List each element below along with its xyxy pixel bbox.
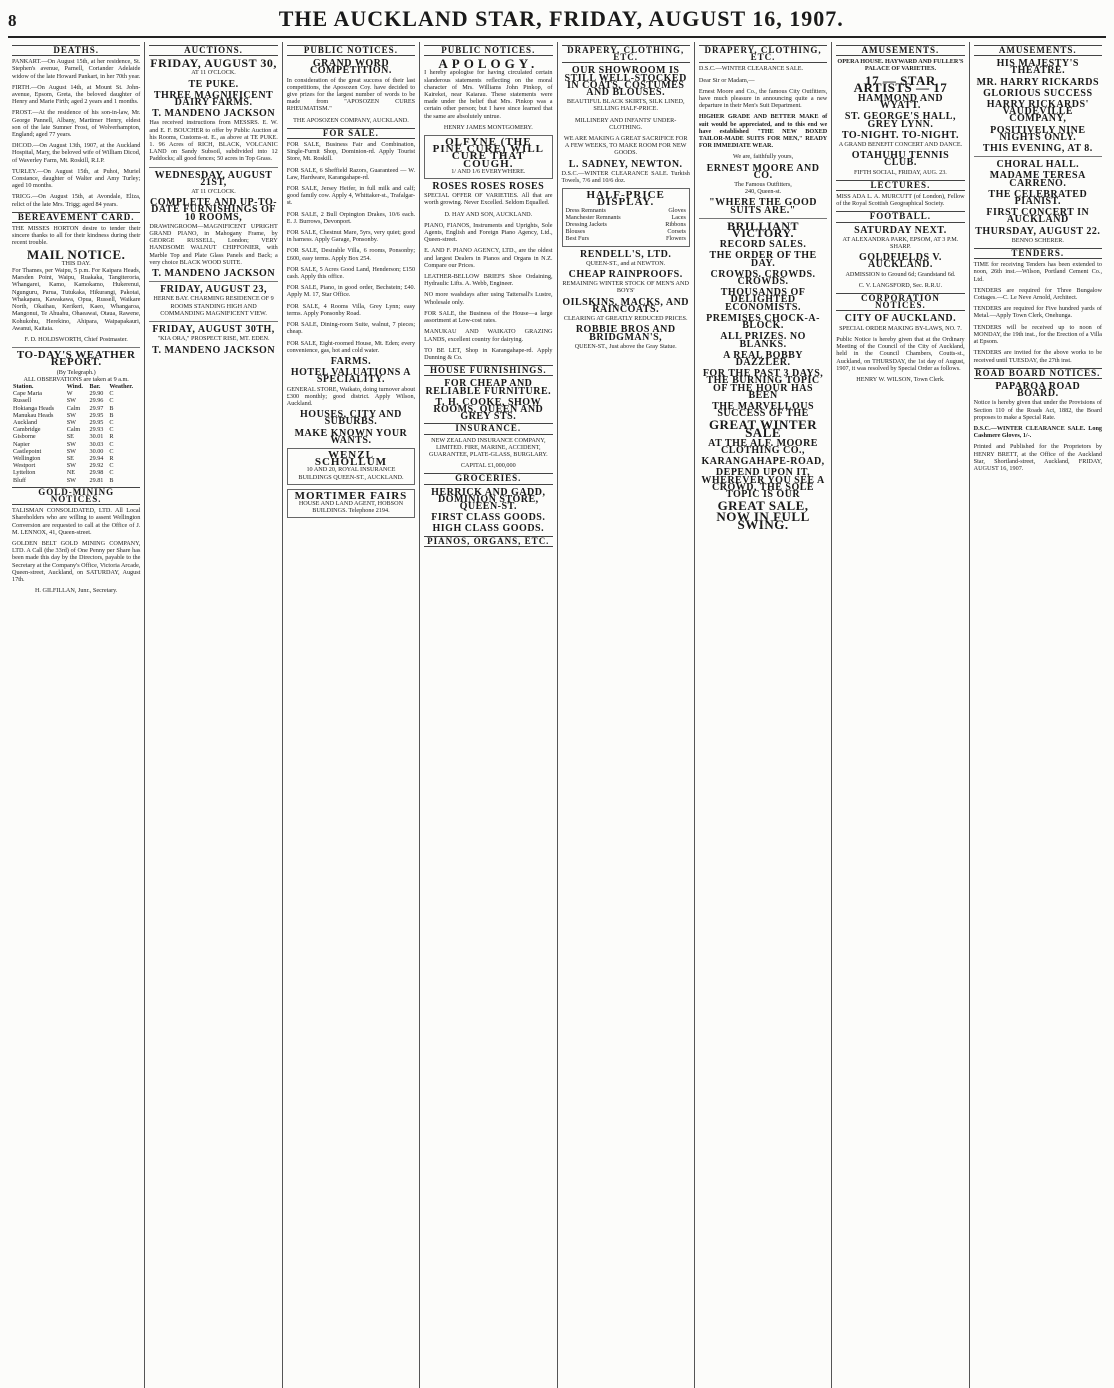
weather-row xyxy=(12,448,140,455)
half-price-item: Laces xyxy=(671,213,686,221)
weather-row xyxy=(12,455,140,462)
full-swing: NOW IN FULL SWING. xyxy=(716,509,810,532)
sacrifice-text: WE ARE MAKING A GREAT SACRIFICE FOR A FEW WEEKS, TO MAKE ROOM FOR NEW GOODS. xyxy=(563,135,688,157)
divider xyxy=(149,281,277,282)
wenzl-ad xyxy=(287,448,415,485)
weather-row xyxy=(12,462,140,469)
for-sale-item: FOR SALE, 4 Rooms Villa, Grey Lynn; easy terms. Apply Ponsonby Road. xyxy=(286,302,416,317)
wenzl-address: 10 AND 20, ROYAL INSURANCE BUILDINGS QUEEN-ST., AUCKLAND. xyxy=(298,466,404,481)
death-notice: TRICG.—On August 15th, at Avondale, Eliza, relict of the late Mrs. Trigg; aged 84 years. xyxy=(12,193,141,208)
weather-cell: C xyxy=(109,426,114,434)
benno-scherer: BENNO SCHERER. xyxy=(1011,236,1064,244)
weather-heading: TO-DAY'S WEATHER REPORT. xyxy=(16,349,136,369)
pianos-heading: PIANOS, ORGANS, ETC. xyxy=(424,536,552,547)
auction-title: THREE MAGNIFICENT DAIRY FARMS. xyxy=(153,89,274,109)
football-admission: ADMISSION to Ground 6d; Grandstand 6d. xyxy=(845,270,956,278)
weather-row xyxy=(12,397,140,404)
weather-cell: Manukau Heads xyxy=(13,411,54,419)
auctions-heading: AUCTIONS. xyxy=(149,45,277,56)
lectures-heading: LECTURES. xyxy=(836,180,964,191)
weather-cell: SW xyxy=(66,447,77,455)
karangahape: KARANGAHAPE-ROAD, xyxy=(701,456,825,468)
thousands: THOUSANDS OF DELIGHTED ECONOMISTS. xyxy=(720,287,806,313)
half-price-item: Manchester Remnants xyxy=(565,213,621,221)
murcutt-lecture: MISS ADA L. A. MURCUTT (of London), Fellow of the Royal Scottish Geographical Society. xyxy=(836,193,965,208)
football-heading: FOOTBALL. xyxy=(836,211,964,222)
herrick-ad: HERRICK AND GADD, DOMINION STORE, QUEEN-ST. xyxy=(431,486,546,512)
city-of-auckland: CITY OF AUCKLAND. xyxy=(844,313,957,325)
competition-signature: THE APOSOZEN COMPANY, AUCKLAND. xyxy=(293,116,409,124)
first-concert: FIRST CONCERT IN AUCKLAND xyxy=(986,207,1090,226)
weather-cell: SE xyxy=(66,433,74,441)
weather-cell: 29.96 xyxy=(89,397,104,405)
town-clerk: HENRY W. WILSON, Town Clerk. xyxy=(856,375,945,383)
for-sale-item: FOR SALE, Eight-roomed House, Mt. Eden; every convenience, gas, hot and cold water. xyxy=(286,339,416,354)
victory: BRILLIANT VICTORY. xyxy=(727,218,799,241)
rendells-address: QUEEN-ST., and at NEWTON. xyxy=(586,259,666,267)
depend-text: DEPEND UPON IT, WHEREVER YOU SEE A CROWD, THE SOLE TOPIC IS OUR xyxy=(701,467,825,500)
notice-item: PIANO, FIANOS, Instruments and Uprights, Sole Agents, English and Foreign Piano Agency, Ltd., Queen-street. xyxy=(424,221,553,244)
divider xyxy=(974,156,1102,157)
tonight: TO-NIGHT. TO-NIGHT. xyxy=(841,129,960,141)
moore-address: 240, Queen-st. xyxy=(744,188,782,196)
showroom-ad: OUR SHOWROOM IS STILL WELL-STOCKED IN COATS, COSTUMES AND BLOUSES. xyxy=(564,65,687,99)
weather-cell: 29.93 xyxy=(89,426,104,434)
auction-place: TE PUKE. xyxy=(188,78,239,90)
masthead xyxy=(8,6,1106,38)
prizes: ALL PRIZES. NO BLANKS. xyxy=(720,331,806,350)
weather-note: ALL OBSERVATIONS are taken at 9 a.m. xyxy=(23,375,129,383)
moore-sub: The Famous Outfitters, xyxy=(734,181,792,189)
for-sale-item: FOR SALE, Desirable Villa, 6 rooms, Ponsonby; £600, easy terms. Apply Box 254. xyxy=(286,247,416,262)
choral-hall: CHORAL HALL. xyxy=(996,159,1080,171)
otahuhu-tennis: OTAHUHU TENNIS CLUB. xyxy=(851,150,950,169)
weather-cell: Calm xyxy=(66,404,81,412)
weather-cell: 29.94 xyxy=(89,454,104,462)
half-price-item: Gloves xyxy=(668,206,686,214)
faithful: We are, faithfully yours, xyxy=(732,153,794,161)
rainproofs-title: CHEAP RAINPROOFS. xyxy=(568,269,683,281)
for-sale-item: FOR SALE, Piano, in good order, Bechstein; £40. Apply M. 17, Star Office. xyxy=(286,284,416,299)
mail-subheading: THIS DAY. xyxy=(61,259,91,267)
deaths-heading: DEATHS. xyxy=(12,45,140,56)
weather-cell: Calm xyxy=(66,426,81,434)
auctioneer: T. MANDENO JACKSON xyxy=(152,108,276,120)
competition-text: In consideration of the great success of their last competitions, the Aposozen Coy. have decided to give prizes for the largest number of words to be made from "APOSOZEN CURES RHEUMATISM." xyxy=(286,76,416,113)
drapery-heading: DRAPERY, CLOTHING, ETC. xyxy=(562,45,690,63)
weather-row xyxy=(12,405,140,412)
roses-title: ROSES ROSES ROSES xyxy=(432,181,545,193)
hotel-valuations: HOTEL VALUATIONS A SPECIALITY. xyxy=(290,367,412,386)
weather-cell: SW xyxy=(66,462,77,470)
robbs-address: QUEEN-ST., Just above the Gray Statue. xyxy=(574,342,677,350)
column-1 xyxy=(8,42,145,1388)
fifth-social: FIFTH SOCIAL, FRIDAY, AUG. 23. xyxy=(854,168,947,176)
alf-moore: AT THE ALF. MOORE CLOTHING CO., xyxy=(708,437,818,456)
millinery-text: MILLINERY AND INFANTS' UNDER-CLOTHING. xyxy=(575,116,677,131)
for-sale-item: FOR SALE, Jersey Heifer, in full milk and calf; good family cow. Apply 4, Whittaker-st., Trafalgar-st. xyxy=(286,185,416,207)
gold-signature: H. GILFILLAN, Junr., Secretary. xyxy=(34,587,118,595)
gold-notice: GOLDEN BELT GOLD MINING COMPANY, LTD. A Call (the 33rd) of One Penny per Share has been made this day by the Directors, payable to the Secretary at the Company's Office, Victoria Arcade, Queen-street, Auckland, on SATURDAY, August 17th. xyxy=(12,539,141,583)
death-notice: DICOD.—On August 13th, 1907, at the Auckland Hospital, Mary, the beloved wife of William Dicod, of Waverley Farm, Mt. Roskill, R.I.P. xyxy=(12,142,141,164)
moore-name: ERNEST MOORE AND CO. xyxy=(706,162,820,181)
house-furnishings-heading: HOUSE FURNISHINGS. xyxy=(424,365,552,376)
weather-row xyxy=(12,412,140,419)
showroom-sub: BEAUTIFUL BLACK SKIRTS, SILK LINED, SELLING HALF-PRICE. xyxy=(566,98,685,113)
letter-body: Ernest Moore and Co., the famous City Outfitters, have much pleasure in announcing quite a new departure in their Men's Suit Department. xyxy=(698,87,828,110)
crowds: CROWDS. CROWDS. CROWDS. xyxy=(710,268,816,288)
public-notices-heading: PUBLIC NOTICES. xyxy=(287,45,415,56)
vaudeville-company: HARRY RICKARDS' VAUDEVILLE COMPANY, xyxy=(986,99,1089,125)
insurance-heading: INSURANCE. xyxy=(424,423,552,434)
auction-time: AT 11 O'CLOCK. xyxy=(191,69,236,77)
weather-cell: Lyttelton xyxy=(13,469,36,477)
column-7 xyxy=(832,42,969,1388)
mail-signature: F. D. HOLDSWORTH, Chief Postmaster. xyxy=(24,335,128,343)
weather-cell: SW xyxy=(66,418,77,426)
weather-cell: B xyxy=(109,476,114,484)
weather-cell: 30.03 xyxy=(89,440,104,448)
half-price-item: Ribbons xyxy=(665,221,686,229)
weather-cell: Westport xyxy=(13,462,36,470)
tender-item: TENDERS are required for Five hundred yards of Metal.—Apply Town Clerk, Onehunga. xyxy=(973,305,1102,320)
his-majestys: HIS MAJESTY'S THEATRE. xyxy=(996,58,1079,77)
public-notices-heading: PUBLIC NOTICES. xyxy=(424,45,552,56)
auction-time: AT 11 O'CLOCK. xyxy=(191,188,236,196)
weather-cell: SW xyxy=(66,476,77,484)
half-price-row xyxy=(566,221,686,228)
half-price-item: Blouses xyxy=(565,228,586,236)
for-sale-item: FOR SALE, Business Fair and Combination, Single-Furnit Shop, Dominion-rd. Apply Tourist Store, Mt. Roskill. xyxy=(286,141,416,163)
weather-header-row xyxy=(12,383,140,390)
newspaper-title: THE AUCKLAND STAR, FRIDAY, AUGUST 16, 1907. xyxy=(278,6,844,31)
weather-cell: C xyxy=(109,390,114,398)
thursday-date: THURSDAY, AUGUST 22. xyxy=(975,225,1101,237)
apology-signature: HENRY JAMES MONTGOMERY. xyxy=(443,123,533,131)
column-8 xyxy=(970,42,1106,1388)
weather-col-header: Weather. xyxy=(109,382,133,390)
harry-rickards: MR. HARRY RICKARDS xyxy=(976,76,1100,88)
for-sale-item: FOR SALE, 2 Bull Orpington Drakes, 10/6 each. E. J. Burrows, Devonport. xyxy=(286,210,416,225)
half-price-title: HALF-PRICE DISPLAY. xyxy=(586,189,665,209)
wants-heading: MAKE KNOWN YOUR WANTS. xyxy=(294,427,408,446)
tender-item: TIME for receiving Tenders has been extended to noon, 26th inst.—Wilson, Portland Cement Co., Ltd. xyxy=(973,261,1102,283)
auction-title: "KIA ORA," PROSPECT RISE, MT. EDEN. xyxy=(157,335,270,343)
printer-imprint: Printed and Published for the Proprietors by HENRY BRETT, at the Office of the Auckland Star, Shortland-street, Auckland, FRIDAY, AUGUST 16, 1907. xyxy=(973,443,1102,472)
hammond-wyatt: HAMMOND AND WYATT. xyxy=(857,93,944,112)
for-sale-heading: FOR SALE. xyxy=(287,128,415,139)
half-price-ad xyxy=(562,188,690,246)
death-notice: FROST.—At the residence of his son-in-law, Mr. George Pannell, Albany, Martimer Henry, eldest son of the late Sumner Frost, of Wolverhampton, England; aged 77 years. xyxy=(12,109,141,139)
gold-notice: TALISMAN CONSOLIDATED, LTD. All Local Shareholders who are willing to assent Wellington Conversion are requested to call at the Office of J. M. LENNOX, 41, Queen-street. xyxy=(12,507,141,536)
nine-nights: POSITIVELY NINE NIGHTS ONLY. xyxy=(990,124,1086,143)
weather-cell: Napier xyxy=(13,440,30,448)
olfyne-ad xyxy=(424,135,552,179)
bobby-dazzler: A REAL BOBBY DAZZLER. xyxy=(723,349,804,368)
notice-item: NO more washdays after using Tattersall's Lustre, Wholesale only. xyxy=(424,291,553,306)
road-notice: Notice is hereby given that under the Provisions of Section 110 of the Roads Act, 1882, the Board proposes to make a Special Rate. xyxy=(973,399,1102,421)
competition-title: GRAND WORD COMPETITION. xyxy=(310,58,392,77)
half-price-list xyxy=(566,207,686,243)
tender-item: TENDERS are invited for the above works to be received until TUESDAY, the 27th inst. xyxy=(973,349,1102,364)
weather-cell: 29.81 xyxy=(89,476,104,484)
pianiste: THE CELEBRATED PIANIST. xyxy=(988,188,1088,208)
weather-cell: Gisborne xyxy=(13,433,36,441)
weather-cell: Russell xyxy=(13,397,32,405)
mail-text: For Thames, per Waipu, 5 p.m. For Kaipara Heads, Marsden Point, Waipu, Ruakaka, Tangiteroria, Whangarei, Kamo, Kamokamo, Hukerenui, Ngunguru, Parua, Tutukaka, Hikurangi, Pakotai, Whakapara, Kawakawa, Opua, Russell, Waikare North, Okaihau, Kerikeri, Kaeo, Whangaroa, Mangonui, Te Ahuahu, Ohaeawai, Otaua, Rawene, Kohukohu, Herekino, Ahipara, Waipapakauri, Awanui, Kaitaia. xyxy=(12,267,141,332)
gold-mining-heading: GOLD-MINING NOTICES. xyxy=(12,487,140,505)
apology-text: I hereby apologise for having circulated certain slanderous statements reflecting on the moral character of Mrs. Williams John Pinkop, of Kairekei, near Kaiarau. These statements were made under the belief that Mrs. Pinkop was a certain other person; but I have since learned that the same are absolutely untrue. xyxy=(424,69,553,120)
auctioneer: T. MANDENO JACKSON xyxy=(152,268,276,280)
divider xyxy=(149,167,277,168)
auction-date: FRIDAY, AUGUST 30, xyxy=(150,56,277,71)
amusements-heading: AMUSEMENTS. xyxy=(836,45,964,56)
weather-cell: 30.01 xyxy=(89,433,104,441)
weather-cell: B xyxy=(109,404,114,412)
for-sale-list xyxy=(287,141,415,354)
weather-cell: 29.95 xyxy=(89,418,104,426)
weather-cell: SE xyxy=(66,454,74,462)
this-evening: THIS EVENING, AT 8. xyxy=(982,143,1093,155)
groceries-heading: GROCERIES. xyxy=(424,473,552,484)
auction-text: Has received instructions from MESSRS. E. W. and E. F. BOUCHER to offer by Public Auction at his Rooms, Customs-st. E., as above at TE PUKE. 1. 96 Acres of RICH, BLACK, VOLCANIC LAND on Sandy Subsoil, subdivided into 12 Paddocks; all good fences; 50 acres in Top Grass. xyxy=(149,119,278,163)
auction-date: FRIDAY, AUGUST 30TH, xyxy=(152,324,275,336)
bylaw-title: SPECIAL ORDER MAKING BY-LAWS, NO. 7. xyxy=(839,324,962,332)
paparoa-board: PAPAROA ROAD BOARD. xyxy=(995,380,1081,400)
weather-cell: SW xyxy=(66,440,77,448)
for-sale-item: FOR SALE, Dining-room Suite, walnut, 7 pieces; cheap. xyxy=(286,321,416,336)
auctioneer: T. MANDENO JACKSON xyxy=(152,344,276,356)
weather-cell: 29.90 xyxy=(89,390,104,398)
farms-heading: FARMS. xyxy=(330,355,372,367)
column-6 xyxy=(695,42,832,1388)
half-price-item: Best Furs xyxy=(565,235,590,243)
letter-salutation: Dear Sir or Madam,— xyxy=(698,76,755,84)
weather-row xyxy=(12,477,140,484)
weather-col-header: Bar. xyxy=(89,382,101,390)
half-price-row xyxy=(566,235,686,242)
weather-cell: C xyxy=(109,447,114,455)
half-price-item: Dressing Jackets xyxy=(565,221,607,229)
weather-cell: R xyxy=(109,454,114,462)
great-winter-sale: GREAT WINTER SALE xyxy=(708,417,818,440)
auction-date: FRIDAY, AUGUST 23, xyxy=(160,284,268,296)
misc-notices xyxy=(424,222,552,361)
cooke-ad: T. H. COOKE, SHOW ROOMS, QUEEN AND GREY STS. xyxy=(433,396,544,423)
weather-cell: 30.00 xyxy=(89,447,104,455)
auction-title: COMPLETE AND UP-TO-DATE FURNISHINGS OF 10 ROOMS, xyxy=(150,197,278,223)
football-place: AT ALEXANDRA PARK, EPSOM, AT 3 P.M. SHARP. xyxy=(842,235,959,251)
order-of-day: THE ORDER OF THE DAY. xyxy=(709,250,817,269)
mail-notice-heading: MAIL NOTICE. xyxy=(26,246,126,262)
great-sale: GREAT SALE, xyxy=(717,498,809,514)
football-signature: C. V. LANGSFORD, Sec. R.R.U. xyxy=(858,281,943,289)
half-price-item: Dress Remnants xyxy=(565,206,606,214)
tender-item: TENDERS will be received up to noon of MONDAY, the 19th inst., for the Erection of a Villa at Epsom. xyxy=(973,323,1102,346)
drapery-heading: DRAPERY, CLOTHING, ETC. xyxy=(699,45,827,63)
notice-item: MANUKAU AND WAIKATO GRAZING LANDS, excellent country for dairying. xyxy=(424,328,553,343)
weather-row xyxy=(12,433,140,440)
opera-house: OPERA HOUSE. HAYWARD AND FULLER'S PALACE OF VARIETIES. xyxy=(837,58,964,73)
football-saturday: SATURDAY NEXT. xyxy=(854,224,947,236)
for-sale-item: FOR SALE, 6 Sheffield Razors, Guaranteed — W. Law, Hardware, Karangahape-rd. xyxy=(286,166,416,181)
notice-item: LEATHER-BELLOW BRIEFS Shoe Ordaining, Hydraulic Lifts. A. Webb, Engineer. xyxy=(424,273,553,288)
column-3 xyxy=(283,42,420,1388)
roses-firm: D. HAY AND SON, AUCKLAND. xyxy=(444,210,533,218)
weather-cell: 29.98 xyxy=(89,469,104,477)
benefit-concert: A GRAND BENEFIT CONCERT AND DANCE. xyxy=(838,141,963,149)
weather-cell: 29.92 xyxy=(89,462,104,470)
divider xyxy=(12,347,140,348)
weather-cell: 29.95 xyxy=(89,411,104,419)
amusements-heading: AMUSEMENTS. xyxy=(974,45,1102,56)
weather-row xyxy=(12,419,140,426)
road-board-heading: ROAD BOARD NOTICES. xyxy=(975,367,1101,378)
capital-text: CAPITAL £1,000,000 xyxy=(460,462,516,470)
dsc-top: D.S.C.—WINTER CLEARANCE SALE. xyxy=(698,65,804,73)
bereavement-text: THE MISSES HORTON desire to tender their sincere thanks to all for their kindness during their recent trouble. xyxy=(12,225,141,247)
high-class-goods: HIGH CLASS GOODS. xyxy=(432,523,545,535)
column-4 xyxy=(420,42,557,1388)
furniture-ad: FOR CHEAP AND RELIABLE FURNITURE. xyxy=(425,378,552,397)
corporation-heading: CORPORATION NOTICES. xyxy=(836,293,964,311)
weather-cell: Wellington xyxy=(13,454,41,462)
weather-cell: Cambridge xyxy=(13,426,41,434)
column-5 xyxy=(558,42,695,1388)
record-sales: RECORD SALES. xyxy=(719,239,807,251)
notice-item: FOR SALE, the Business of the House—a large assortment at Low-cost rates. xyxy=(424,309,553,325)
insurance-text: NEW ZEALAND INSURANCE COMPANY, LIMITED. FIRE, MARINE, ACCIDENT, GUARANTEE, PLATE-GLASS, BURGLARY. xyxy=(428,436,548,458)
mortimer-sub: HOUSE AND LAND AGENT, HOBSON BUILDINGS. Telephone 2194. xyxy=(298,499,404,515)
bereavement-heading: BEREAVEMENT CARD. xyxy=(12,212,140,223)
glorious-success: GLORIOUS SUCCESS xyxy=(983,87,1093,99)
columns xyxy=(8,42,1106,1388)
notice-item: TO BE LET, Shop in Karangahape-rd. Apply Dunning & Co. xyxy=(424,346,553,361)
auction-text: DRAWINGROOM—MAGNIFICENT UPRIGHT GRAND PIANO, in Mahogany Frame, by GEORGE RUSSELL, London; VERY HANDSOME WALNUT CHIFFONIER, with Marble Top and Plate Glass Panels and Back; a very choice BLACK WOOD SUITE. xyxy=(149,222,278,266)
weather-table xyxy=(12,383,140,484)
column-2 xyxy=(145,42,282,1388)
wenzl-name: WENZL SCHOLLUM xyxy=(314,448,388,469)
weather-row xyxy=(12,469,140,476)
weather-cell: B xyxy=(109,411,114,419)
weather-cell: R xyxy=(109,433,114,441)
first-class-goods: FIRST CLASS GOODS. xyxy=(431,512,546,524)
weather-cell: W xyxy=(66,390,73,398)
death-notice: FIRTH.—On August 14th, at Mount St. John-avenue, Epsom, Greta, the beloved daughter of Henry and Marie Firth; aged 2 years and 1 months. xyxy=(12,83,141,106)
auction-date: WEDNESDAY, AUGUST 21ST, xyxy=(154,169,273,188)
weather-cell: Auckland xyxy=(13,418,38,426)
rendells-ad: RENDELL'S, LTD. xyxy=(580,248,672,260)
store-ad: GENERAL STORE, Waikato, doing turnover about £300 monthly; good district. Apply Wilson, Auckland. xyxy=(286,385,416,407)
divider xyxy=(149,321,277,322)
weather-cell: C xyxy=(109,397,114,405)
weather-col-header: Wind. xyxy=(66,382,83,390)
robbs-ad: ROBBIE BROS AND BRIDGMAN'S, xyxy=(575,324,676,343)
tenders-heading: TENDERS. xyxy=(974,248,1102,259)
half-price-row xyxy=(566,214,686,221)
death-notice: TURLEY.—On August 15th, at Puhoi, Muriel Constance, daughter of Walter and Amy Turley; aged 10 months. xyxy=(12,167,141,190)
weather-cell: C xyxy=(109,440,114,448)
for-sale-item: FOR SALE, 5 Acres Good Land, Henderson; £150 cash. Apply this office. xyxy=(286,265,416,281)
mortimer-ad xyxy=(287,489,415,519)
dsc-ad: D.S.C.—WINTER CLEARANCE SALE. Turkish Towels, 7/6 and 10/6 doz. xyxy=(561,169,690,185)
weather-cell: Bluff xyxy=(13,476,26,484)
weather-row xyxy=(12,441,140,448)
sadney-ad: L. SADNEY, NEWTON. xyxy=(568,158,683,170)
for-sale-item: FOR SALE, Chestnut Mare, 5yrs, very quiet; good in harness. Apply Garage, Ponsonby. xyxy=(286,229,416,244)
weather-cell: Cape Maria xyxy=(13,390,43,398)
mortimer-name: MORTIMER FAIRS xyxy=(294,489,408,502)
dsc-bottom: D.S.C.—WINTER CLEARANCE SALE. Long Cashmere Gloves, 1/-. xyxy=(973,424,1102,440)
carreno: MADAME TERESA CARRENO. xyxy=(989,170,1086,189)
half-price-item: Corsets xyxy=(667,228,686,236)
weather-cell: SW xyxy=(66,397,77,405)
remaining-stock: REMAINING WINTER STOCK OF MEN'S AND BOYS' xyxy=(562,280,689,295)
olfyne-price: 1/ AND 1/6 EVERYWHERE. xyxy=(451,167,526,175)
higher-grade: HIGHER GRADE AND BETTER MAKE of suit would be appreciated, and to this end we have established "THE NEW BOXED TAILOR-MADE SUITS FOR MEN," READY FOR IMMEDIATE WEAR. xyxy=(698,113,828,150)
page-number: 8 xyxy=(8,11,17,30)
half-price-item: Flowers xyxy=(665,235,686,243)
auction-title: HERNE BAY. CHARMING RESIDENCE OF 9 ROOMS STANDING HIGH AND COMMANDING MAGNIFICENT VIEW. xyxy=(153,295,274,317)
weather-row xyxy=(12,390,140,397)
weather-subheading: (By Telegraph.) xyxy=(56,368,96,376)
houses-heading: HOUSES, CITY AND SUBURBS. xyxy=(300,409,402,428)
football-teams: GOLDFIELDS V. AUCKLAND. xyxy=(859,252,942,271)
tender-list xyxy=(974,261,1102,363)
oilskins-title: OILSKINS, MACKS, AND RAINCOATS. xyxy=(562,296,690,315)
weather-row xyxy=(12,426,140,433)
weather-cell: Hokianga Heads xyxy=(13,404,55,412)
olfyne-title: OLFYNE (THE PINE CURE) WILL CURE THAT COUGH. xyxy=(432,136,544,170)
weather-cell: C xyxy=(109,469,114,477)
weather-col-header: Station. xyxy=(13,382,34,390)
clearing-text: CLEARING AT GREATLY REDUCED PRICES. xyxy=(563,315,688,323)
apology-title: APOLOGY. xyxy=(438,56,539,72)
weather-body xyxy=(12,390,140,484)
burning-topic: FOR THE PAST 3 DAYS, THE BURNING TOPIC OF THE HOUR HAS BEEN xyxy=(702,368,824,401)
weather-cell: Castlepoint xyxy=(13,447,42,455)
bylaw-text: Public Notice is hereby given that at the Ordinary Meeting of the Council of the City of Auckland, held in the Council Chambers, Coutts-st., Auckland, on THURSDAY, the 1st day of August, 1907, it was resolved by Special Order as follows. xyxy=(836,335,965,372)
good-suits-slogan: "WHERE THE GOOD SUITS ARE." xyxy=(709,197,817,216)
premises: PREMISES CHOCK-A-BLOCK. xyxy=(706,312,820,332)
marvellous: THE MARVELLOUS SUCCESS OF THE xyxy=(712,400,815,420)
weather-cell: C xyxy=(109,418,114,426)
weather-cell: 29.97 xyxy=(89,404,104,412)
roses-text: SPECIAL OFFER OF VARIETIES. All that are worth growing. Never Excelled. Seldom Equalled. xyxy=(424,192,553,207)
weather-cell: NE xyxy=(66,469,75,477)
tender-item: TENDERS are required for Three Bungalow Cottages.—C. Le Neve Arnold, Architect. xyxy=(973,286,1102,302)
weather-cell: SW xyxy=(66,411,77,419)
star-artists: 17 — STAR ARTISTS — 17 xyxy=(853,72,948,95)
half-price-row xyxy=(566,228,686,235)
st-georges-hall: ST. GEORGE'S HALL, GREY LYNN. xyxy=(844,111,956,130)
death-notice: PANKART.—On August 15th, at her residence, St. Stephen's avenue, Parnell, Coriander Adelaide widow of the late Howard Pankart, in her 70th year. xyxy=(12,58,141,80)
notice-item: E. AND F. PIANO AGENCY, LTD., are the oldest and largest Dealers in Pianos and Organs in N.Z. Compare our Prices. xyxy=(424,247,553,269)
weather-cell: C xyxy=(109,462,114,470)
